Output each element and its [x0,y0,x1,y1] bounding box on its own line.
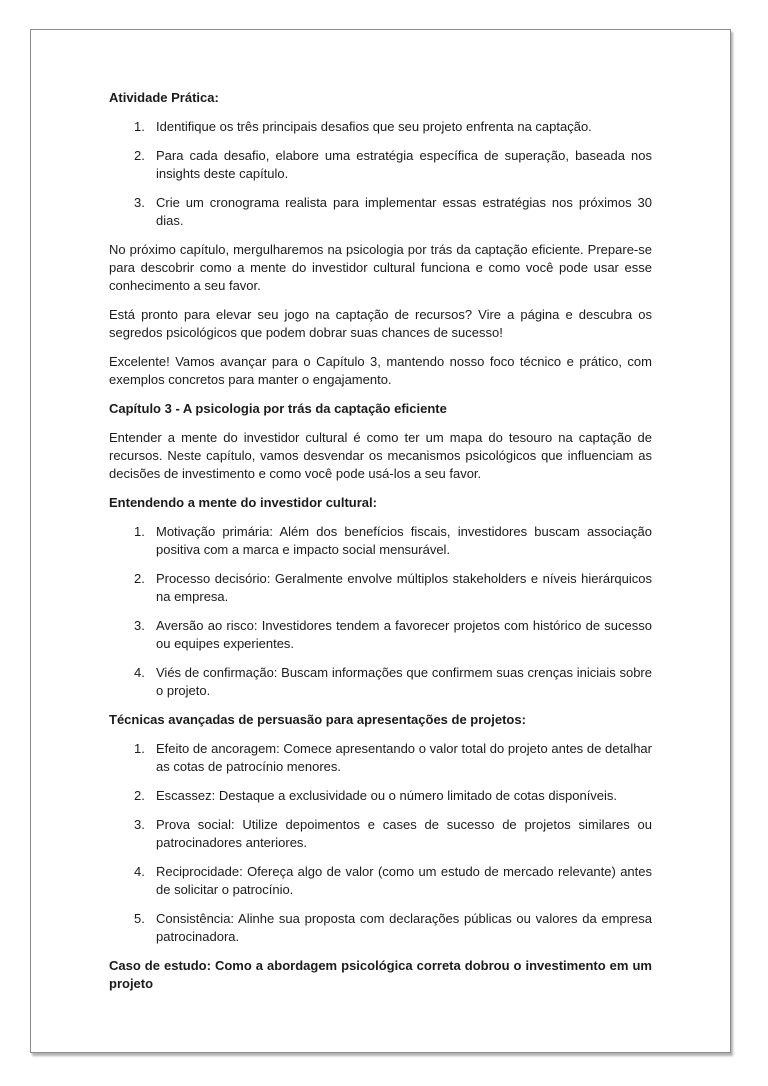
heading-entendendo-mente: Entendendo a mente do investidor cultural: [109,495,377,510]
list-item-text: Para cada desafio, elabore uma estratégia específica de superação, baseada nos insights deste capítulo. [156,148,652,181]
paragraph-excelente: Excelente! Vamos avançar para o Capítulo 3, mantendo nosso foco técnico e prático, com exemplos concretos para manter o engajamento. [109,354,652,387]
list-item-number: 1. [134,741,145,756]
list-item [109,863,652,899]
list-item [109,740,652,776]
list-item-number: 4. [134,665,145,680]
list-item-number: 2. [134,571,145,586]
list-item-number: 1. [134,524,145,539]
list-item-text: Crie um cronograma realista para implementar essas estratégias nos próximos 30 dias. [156,195,652,228]
list-item [109,617,652,653]
paragraph-esta-pronto: Está pronto para elevar seu jogo na captação de recursos? Vire a página e descubra os segredos psicológicos que podem dobrar suas chances de sucesso! [109,307,652,340]
document-page [30,29,731,1053]
list-item-text: Reciprocidade: Ofereça algo de valor (como um estudo de mercado relevante) antes de solicitar o patrocínio. [156,864,652,897]
tecnicas-list [109,740,652,946]
list-item-number: 4. [134,864,145,879]
list-item [109,118,652,136]
list-item-text: Efeito de ancoragem: Comece apresentando o valor total do projeto antes de detalhar as cotas de patrocínio menores. [156,741,652,774]
list-item [109,787,652,805]
heading-tecnicas-persuasao: Técnicas avançadas de persuasão para apresentações de projetos: [109,712,526,727]
list-item-text: Identifique os três principais desafios que seu projeto enfrenta na captação. [156,119,592,134]
list-item-text: Processo decisório: Geralmente envolve múltiplos stakeholders e níveis hierárquicos na empresa. [156,571,652,604]
list-item-number: 2. [134,148,145,163]
list-item-text: Aversão ao risco: Investidores tendem a favorecer projetos com histórico de sucesso ou equipes experientes. [156,618,652,651]
atividade-list [109,118,652,230]
list-item [109,664,652,700]
list-item-number: 1. [134,119,145,134]
list-item-text: Motivação primária: Além dos benefícios fiscais, investidores buscam associação positiva com a marca e impacto social mensurável. [156,524,652,557]
heading-caso-de-estudo: Caso de estudo: Como a abordagem psicológica correta dobrou o investimento em um projeto [109,958,652,991]
list-item-number: 3. [134,817,145,832]
list-item [109,147,652,183]
list-item-number: 3. [134,195,145,210]
list-item-text: Viés de confirmação: Buscam informações que confirmem suas crenças iniciais sobre o projeto. [156,665,652,698]
heading-capitulo-3: Capítulo 3 - A psicologia por trás da captação eficiente [109,401,447,416]
list-item-text: Escassez: Destaque a exclusividade ou o número limitado de cotas disponíveis. [156,788,618,803]
list-item [109,194,652,230]
list-item [109,910,652,946]
list-item [109,570,652,606]
list-item [109,523,652,559]
list-item-text: Consistência: Alinhe sua proposta com declarações públicas ou valores da empresa patrocinadora. [156,911,652,944]
heading-atividade-pratica: Atividade Prática: [109,90,219,105]
page-content [109,89,652,1004]
list-item-number: 2. [134,788,145,803]
list-item-text: Prova social: Utilize depoimentos e cases de sucesso de projetos similares ou patrocinadores anteriores. [156,817,652,850]
paragraph-capitulo-intro: Entender a mente do investidor cultural é como ter um mapa do tesouro na captação de recursos. Neste capítulo, vamos desvendar os mecanismos psicológicos que influenciam as decisões de investimento e como você pode usá-los a seu favor. [109,430,652,481]
list-item-number: 5. [134,911,145,926]
paragraph-proximo-capitulo: No próximo capítulo, mergulharemos na psicologia por trás da captação eficiente. Prepare-se para descobrir como a mente do investidor cultural funciona e como você pode usar esse conhecimento a seu favor. [109,242,652,293]
list-item-number: 3. [134,618,145,633]
entendendo-list [109,523,652,700]
list-item [109,816,652,852]
